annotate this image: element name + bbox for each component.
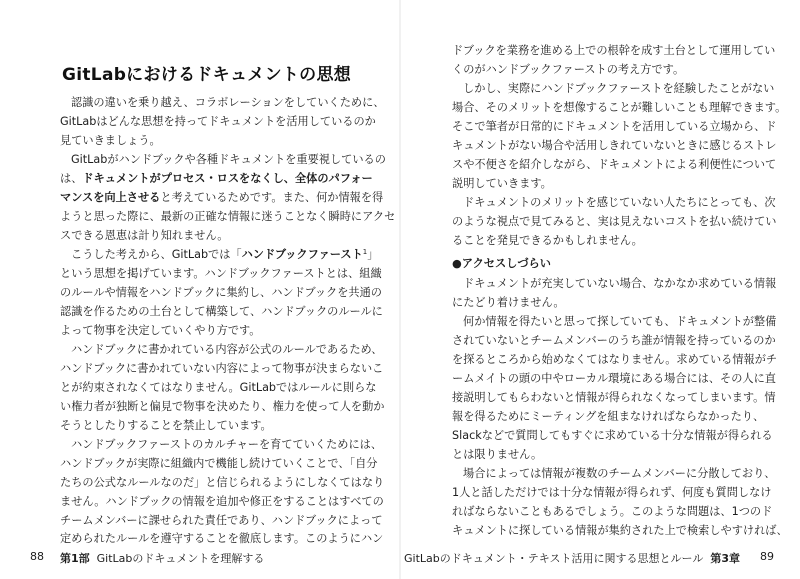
emphasis-text: マンスを向上させる: [60, 191, 161, 204]
body-line: ハンドブックに書かれている内容が公式のルールであるため、: [71, 343, 383, 356]
body-line: ようと思った際に、最新の正確な情報に迷うことなく瞬時にアクセ: [60, 210, 396, 223]
body-line: スや不便さを紹介しながら、ドキュメントによる利便性について: [452, 158, 777, 171]
body-line: ることを発見できるかもしれません。: [452, 234, 643, 247]
body-line: そこで筆者が日常的にドキュメントを活用している立場から、ド: [452, 120, 777, 133]
body-line: たちの公式なルールなのだ」と信じられるようにしなくてはなり: [60, 476, 385, 489]
body-line: ドブックを業務を進める上での根幹を成す土台として運用してい: [452, 44, 776, 57]
body-line: チームメンバーに課せられた責任であり、ハンドブックによって: [60, 514, 383, 527]
body-line: ればならないこともあるでしょう。このような問題は、1つのド: [452, 505, 773, 518]
body-line: 報を得るためにミーティングを組まなければならなかったり、: [452, 410, 765, 423]
body-line: という思想を掲げています。ハンドブックファーストとは、組織: [60, 267, 382, 280]
body-line: ドキュメントのメリットを感じていない人たちにとっても、次: [463, 196, 776, 209]
body-line: 1人と話しただけでは十分な情報が得られず、何度も質問しなけ: [452, 486, 772, 499]
running-head: [404, 550, 740, 566]
body-line: にたどり着けません。: [452, 296, 565, 309]
body-line: キュメントがない場合や活用しきれていないときに感じるストレ: [452, 139, 777, 152]
body-line: くのがハンドブックファーストの考え方です。: [452, 63, 685, 76]
body-line: ドキュメントが充実していない場合、なかなか求めている情報: [463, 277, 777, 290]
body-line: よって物事を決定していくやり方です。: [60, 324, 261, 337]
running-head-title: GitLabのドキュメントを理解する: [96, 552, 265, 565]
body-line: 接説明してもらわないと情報が得られなくなってしまいます。情: [452, 391, 776, 404]
body-line: Slackなどで質問してもすぐに求めている十分な情報が得られる: [452, 429, 773, 442]
body-line: されていないとチームメンバーのうち誰が情報を持っているのか: [452, 334, 776, 347]
body-line: とは限りません。: [452, 448, 543, 461]
chapter-label: 第3章: [710, 552, 740, 565]
body-line: 場合によっては情報が複数のチームメンバーに分散しており、: [463, 467, 776, 480]
page-title: GitLabにおけるドキュメントの思想: [62, 65, 352, 85]
body-line: 認識を作るための土台として構築して、ハンドブックのルールに: [60, 305, 383, 318]
body-line: GitLabはどんな思想を持ってドキュメントを活用しているのか: [60, 115, 376, 128]
body-line: ームメイトの頭の中やローカル環境にある場合には、その人に直: [452, 372, 776, 385]
body-line: を探るところから始めなくてはなりません。求めている情報がチ: [452, 353, 778, 366]
body-line: こうした考えから、GitLabでは「ハンドブックファースト$^1$」: [71, 248, 379, 261]
body-line: 定められたルールを遵守することを徹底します。このようにハン: [60, 532, 384, 545]
page-number: 89: [760, 550, 774, 563]
section-heading: ●アクセスしづらい: [452, 257, 551, 270]
body-line: キュメントに探している情報が集約された上で検索しやすければ、: [452, 524, 788, 537]
body-line: 見ていきましょう。: [60, 134, 161, 147]
emphasis-text: ハンドブックファースト: [241, 248, 363, 261]
body-line: 説明していきます。: [452, 177, 552, 190]
body-line: ません。ハンドブックの情報を追加や修正をすることはすべての: [60, 495, 384, 508]
page-number: 88: [30, 550, 44, 563]
body-line: ハンドブックに書かれていない内容によって物事が決まらないこ: [60, 362, 384, 375]
body-line: 場合、そのメリットを想像することが難しいことも理解できます。: [452, 101, 787, 114]
body-line: GitLabがハンドブックや各種ドキュメントを重要視しているの: [71, 153, 386, 166]
footnote-marker: 1: [362, 248, 368, 256]
body-line: ハンドブックが実際に組織内で機能し続けていくことで、「自分: [60, 457, 378, 470]
body-line: スできる恩恵は計り知れません。: [60, 229, 229, 242]
body-line: のルールや情報をハンドブックに集約し、ハンドブックを共通の: [60, 286, 382, 299]
body-line: い権力者が独断と偏見で物事を決めたり、権力を使って人を動か: [60, 400, 385, 413]
body-line: 認識の違いを乗り越え、コラボレーションをしていくために、: [71, 96, 385, 109]
body-line: マンスを向上させると考えているためです。また、何か情報を得: [60, 191, 384, 204]
running-head-title: GitLabのドキュメント・テキスト活用に関する思想とルール: [404, 552, 704, 565]
body-line: 何か情報を得たいと思って探していても、ドキュメントが整備: [463, 315, 777, 328]
body-line: のような視点で見てみると、実は見えないコストを払い続けてい: [452, 215, 777, 228]
body-line: そうとしたりすることを禁止しています。: [60, 419, 272, 432]
body-line: ハンドブックファーストのカルチャーを育てていくためには、: [71, 438, 383, 451]
part-label: 第1部: [60, 552, 90, 565]
emphasis-text: ドキュメントがプロセス・ロスをなくし、全体のパフォー: [82, 172, 373, 185]
body-line: は、ドキュメントがプロセス・ロスをなくし、全体のパフォー: [60, 172, 373, 185]
body-line: しかし、実際にハンドブックファーストを経験したことがない: [463, 82, 775, 95]
body-line: とが約束されなくてはなりません。GitLabではルールに則らな: [60, 381, 377, 394]
